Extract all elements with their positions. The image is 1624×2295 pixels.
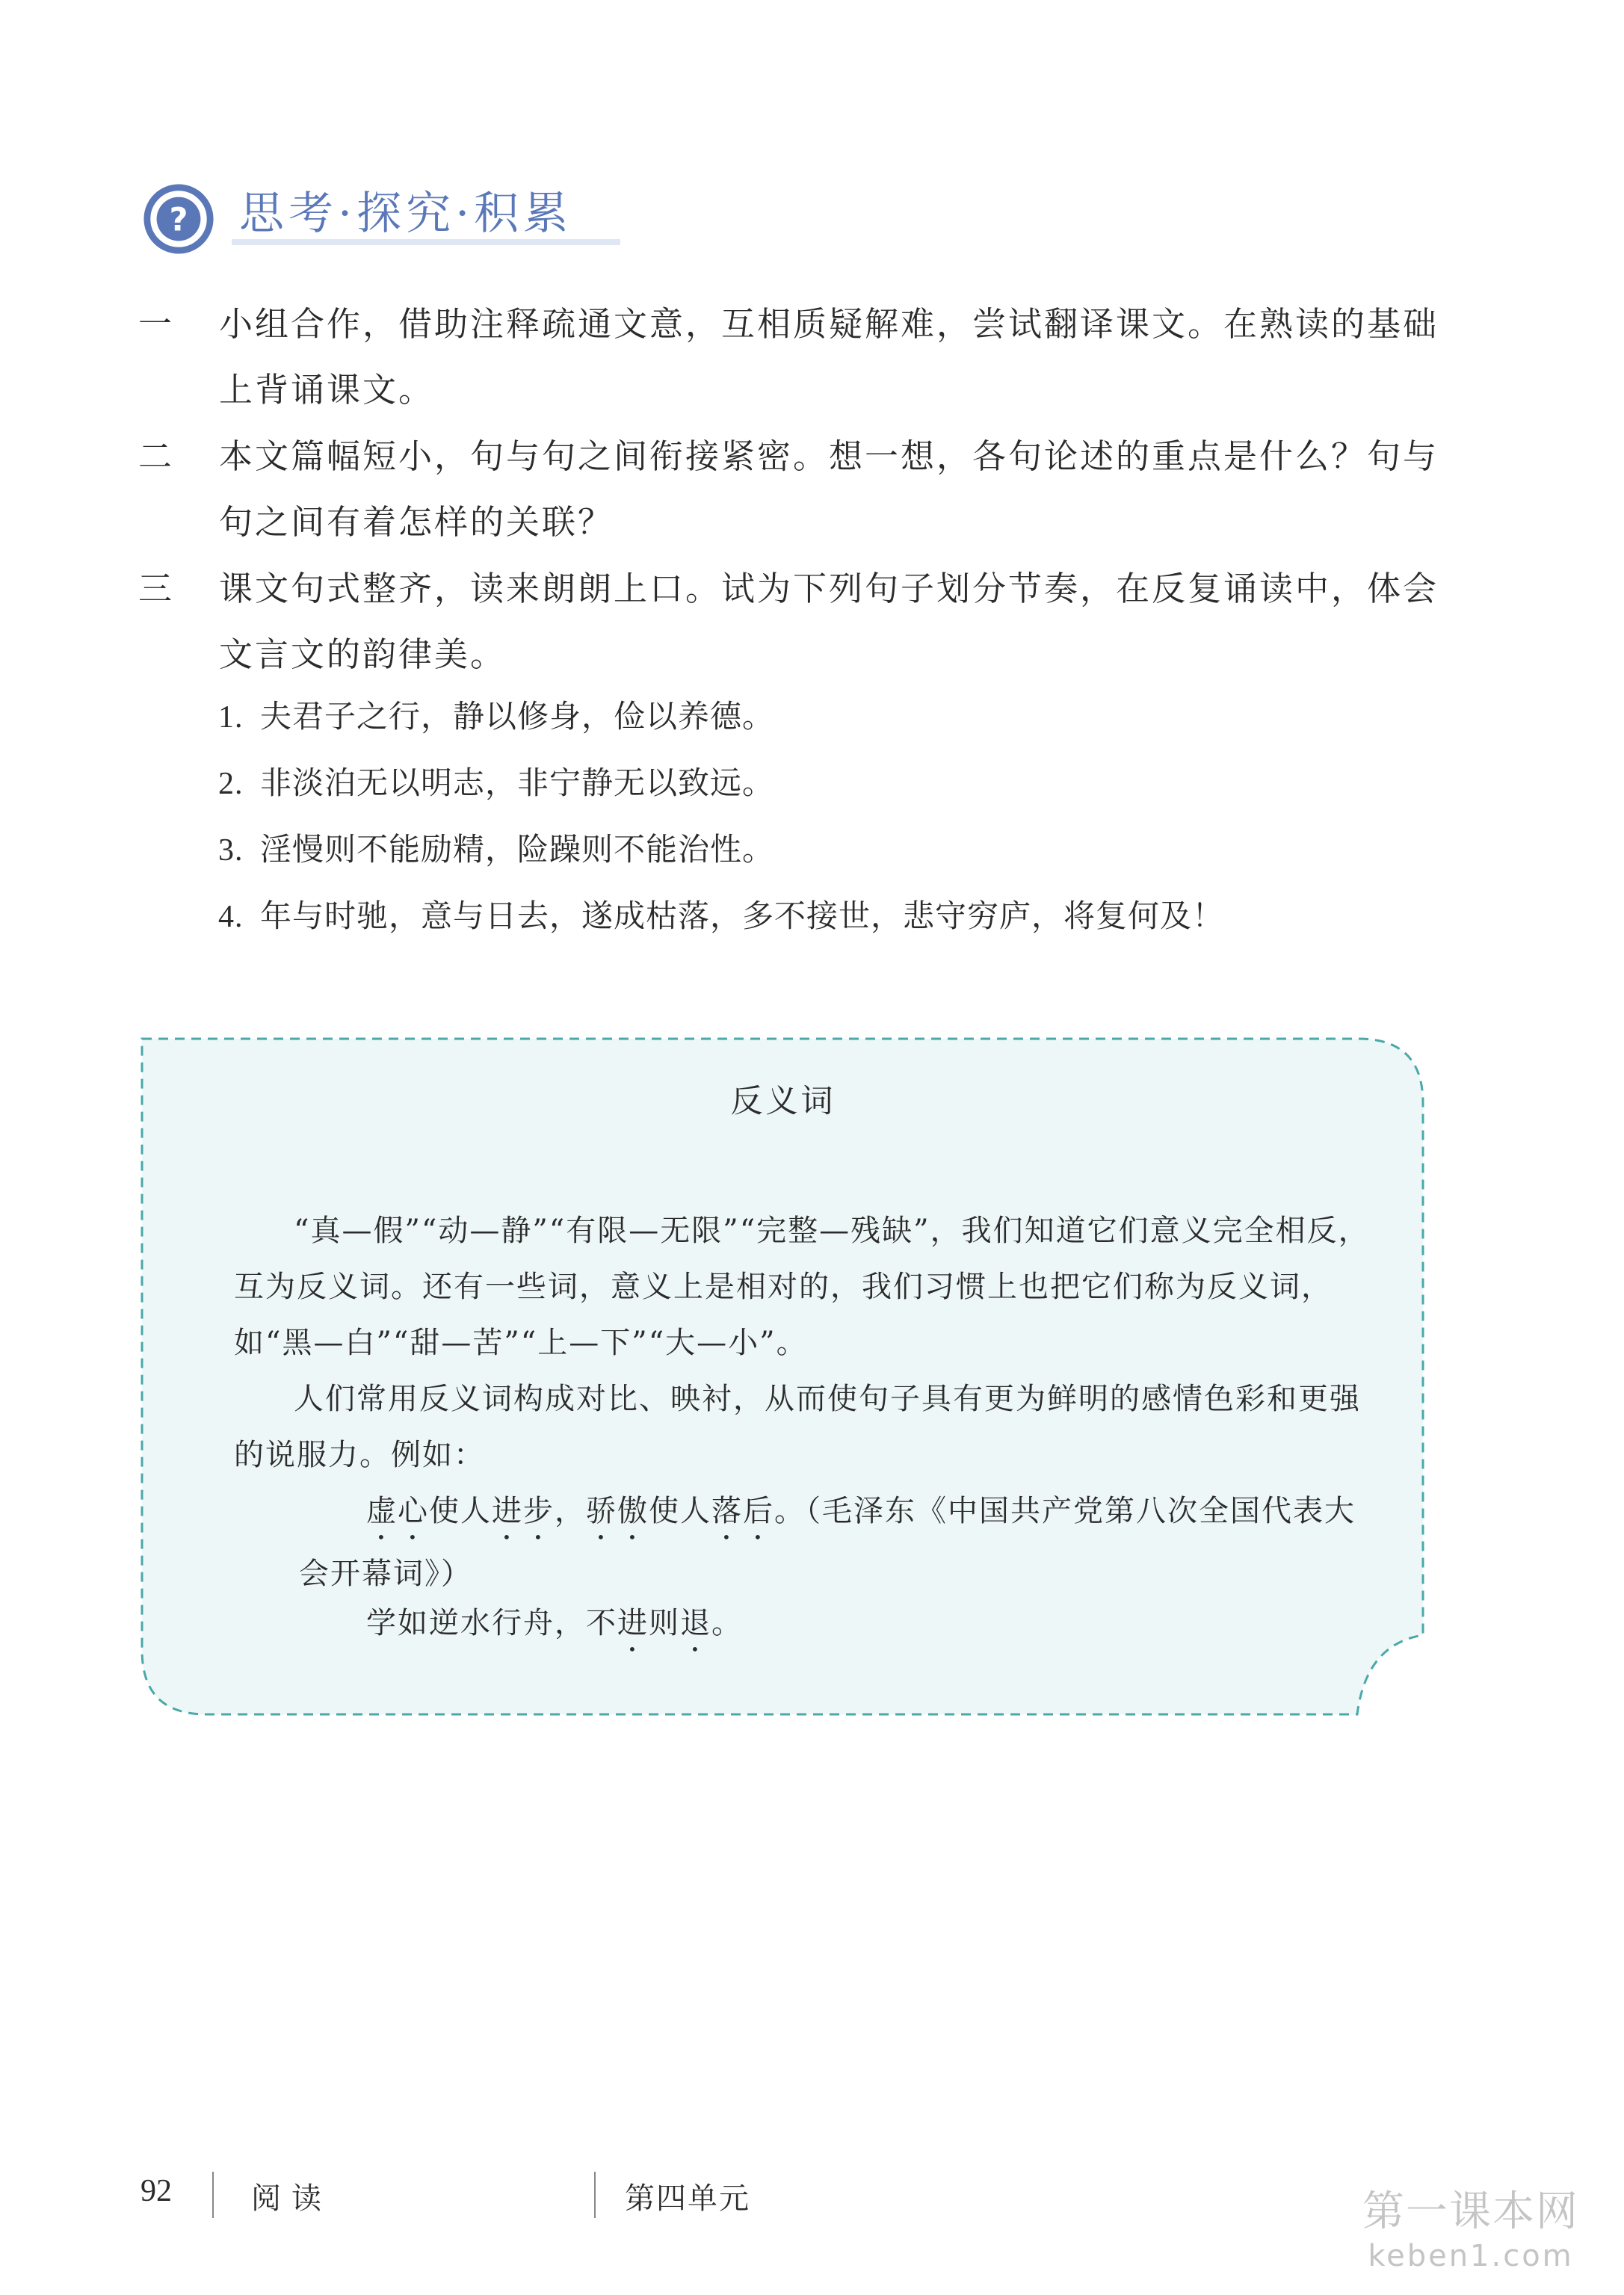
section-title: 思考·探究·积累 [239, 188, 573, 240]
example-text: ， [555, 1494, 586, 1528]
question-text: 小组合作，借助注释疏通文意，互相质疑解难，尝试翻译课文。在熟读的基础上背诵课文。 [219, 304, 1439, 410]
knowledge-paragraph: “真—假”“动—静”“有限—无限”“完整—残缺”，我们知道它们意义完全相反，互为反义词。还有一些词，意义上是相对的，我们习惯上也把它们称为反义词，如“黑—白”“甜—苦”“上—下”“大—小”。 [234, 1214, 1370, 1360]
knowledge-paragraph: 人们常用反义词构成对比、映衬，从而使句子具有更为鲜明的感情色彩和更强的说服力。例如： [234, 1382, 1361, 1472]
sentence-item [218, 828, 774, 873]
question-number: 一 [138, 304, 175, 344]
sentence-text: 非淡泊无以明志，非宁静无以致远。 [260, 767, 775, 801]
footer-section-label: 阅读 [251, 2181, 332, 2216]
footer-unit-label: 第四单元 [625, 2181, 750, 2216]
footer-divider [212, 2172, 214, 2218]
question-mark-circle-icon [142, 182, 215, 256]
question-text: 本文篇幅短小，句与句之间衔接紧密。想一想，各句论述的重点是什么？句与句之间有着怎样的关联？ [219, 436, 1439, 542]
example-text: 。（毛泽东《中国共产党第八次全国代表大会开幕词》） [299, 1494, 1356, 1591]
example-text: 学如逆水行舟，不 [366, 1606, 617, 1640]
sentence-item [218, 895, 1224, 939]
watermark-en: keben1.com [1368, 2239, 1574, 2273]
antonym-word: 落后 [711, 1494, 774, 1528]
sentence-item [218, 762, 774, 806]
example-text: 。 [711, 1606, 743, 1640]
antonym-word: 进步 [492, 1494, 555, 1528]
example-text: 使人 [429, 1494, 492, 1528]
watermark [1347, 2186, 1594, 2274]
sentence-text: 年与时驰，意与日去，遂成枯落，多不接世，悲守穷庐，将复何及！ [260, 900, 1225, 934]
knowledge-box [141, 1037, 1426, 1717]
svg-text:?: ? [169, 201, 188, 239]
example-quote [299, 1483, 1375, 1602]
knowledge-box-title: 反义词 [730, 1083, 836, 1120]
watermark-cn: 第一课本网 [1362, 2187, 1579, 2236]
sentence-number: 2. [218, 767, 244, 801]
sentence-number: 4. [218, 900, 244, 934]
sentence-number: 3. [218, 833, 244, 868]
footer-divider [594, 2172, 596, 2218]
section-header [142, 173, 620, 256]
question-number: 二 [138, 436, 175, 476]
example-text: 使人 [649, 1494, 711, 1528]
page-footer [141, 2167, 963, 2227]
antonym-word: 虚心 [366, 1494, 429, 1528]
antonym-word: 退 [680, 1606, 711, 1640]
example-quote [366, 1596, 1368, 1658]
question-text: 课文句式整齐，读来朗朗上口。试为下列句子划分节奏，在反复诵读中，体会文言文的韵律美。 [219, 569, 1439, 674]
page-number: 92 [141, 2174, 172, 2208]
sentence-text: 淫慢则不能励精，险躁则不能治性。 [260, 833, 775, 868]
example-text: 则 [649, 1606, 680, 1640]
sentence-text: 夫君子之行，静以修身，俭以养德。 [260, 700, 775, 735]
sentence-number: 1. [218, 700, 244, 735]
question-number: 三 [138, 569, 175, 608]
sentence-item [218, 695, 774, 740]
antonym-word: 进 [617, 1606, 649, 1640]
antonym-word: 骄傲 [586, 1494, 649, 1528]
